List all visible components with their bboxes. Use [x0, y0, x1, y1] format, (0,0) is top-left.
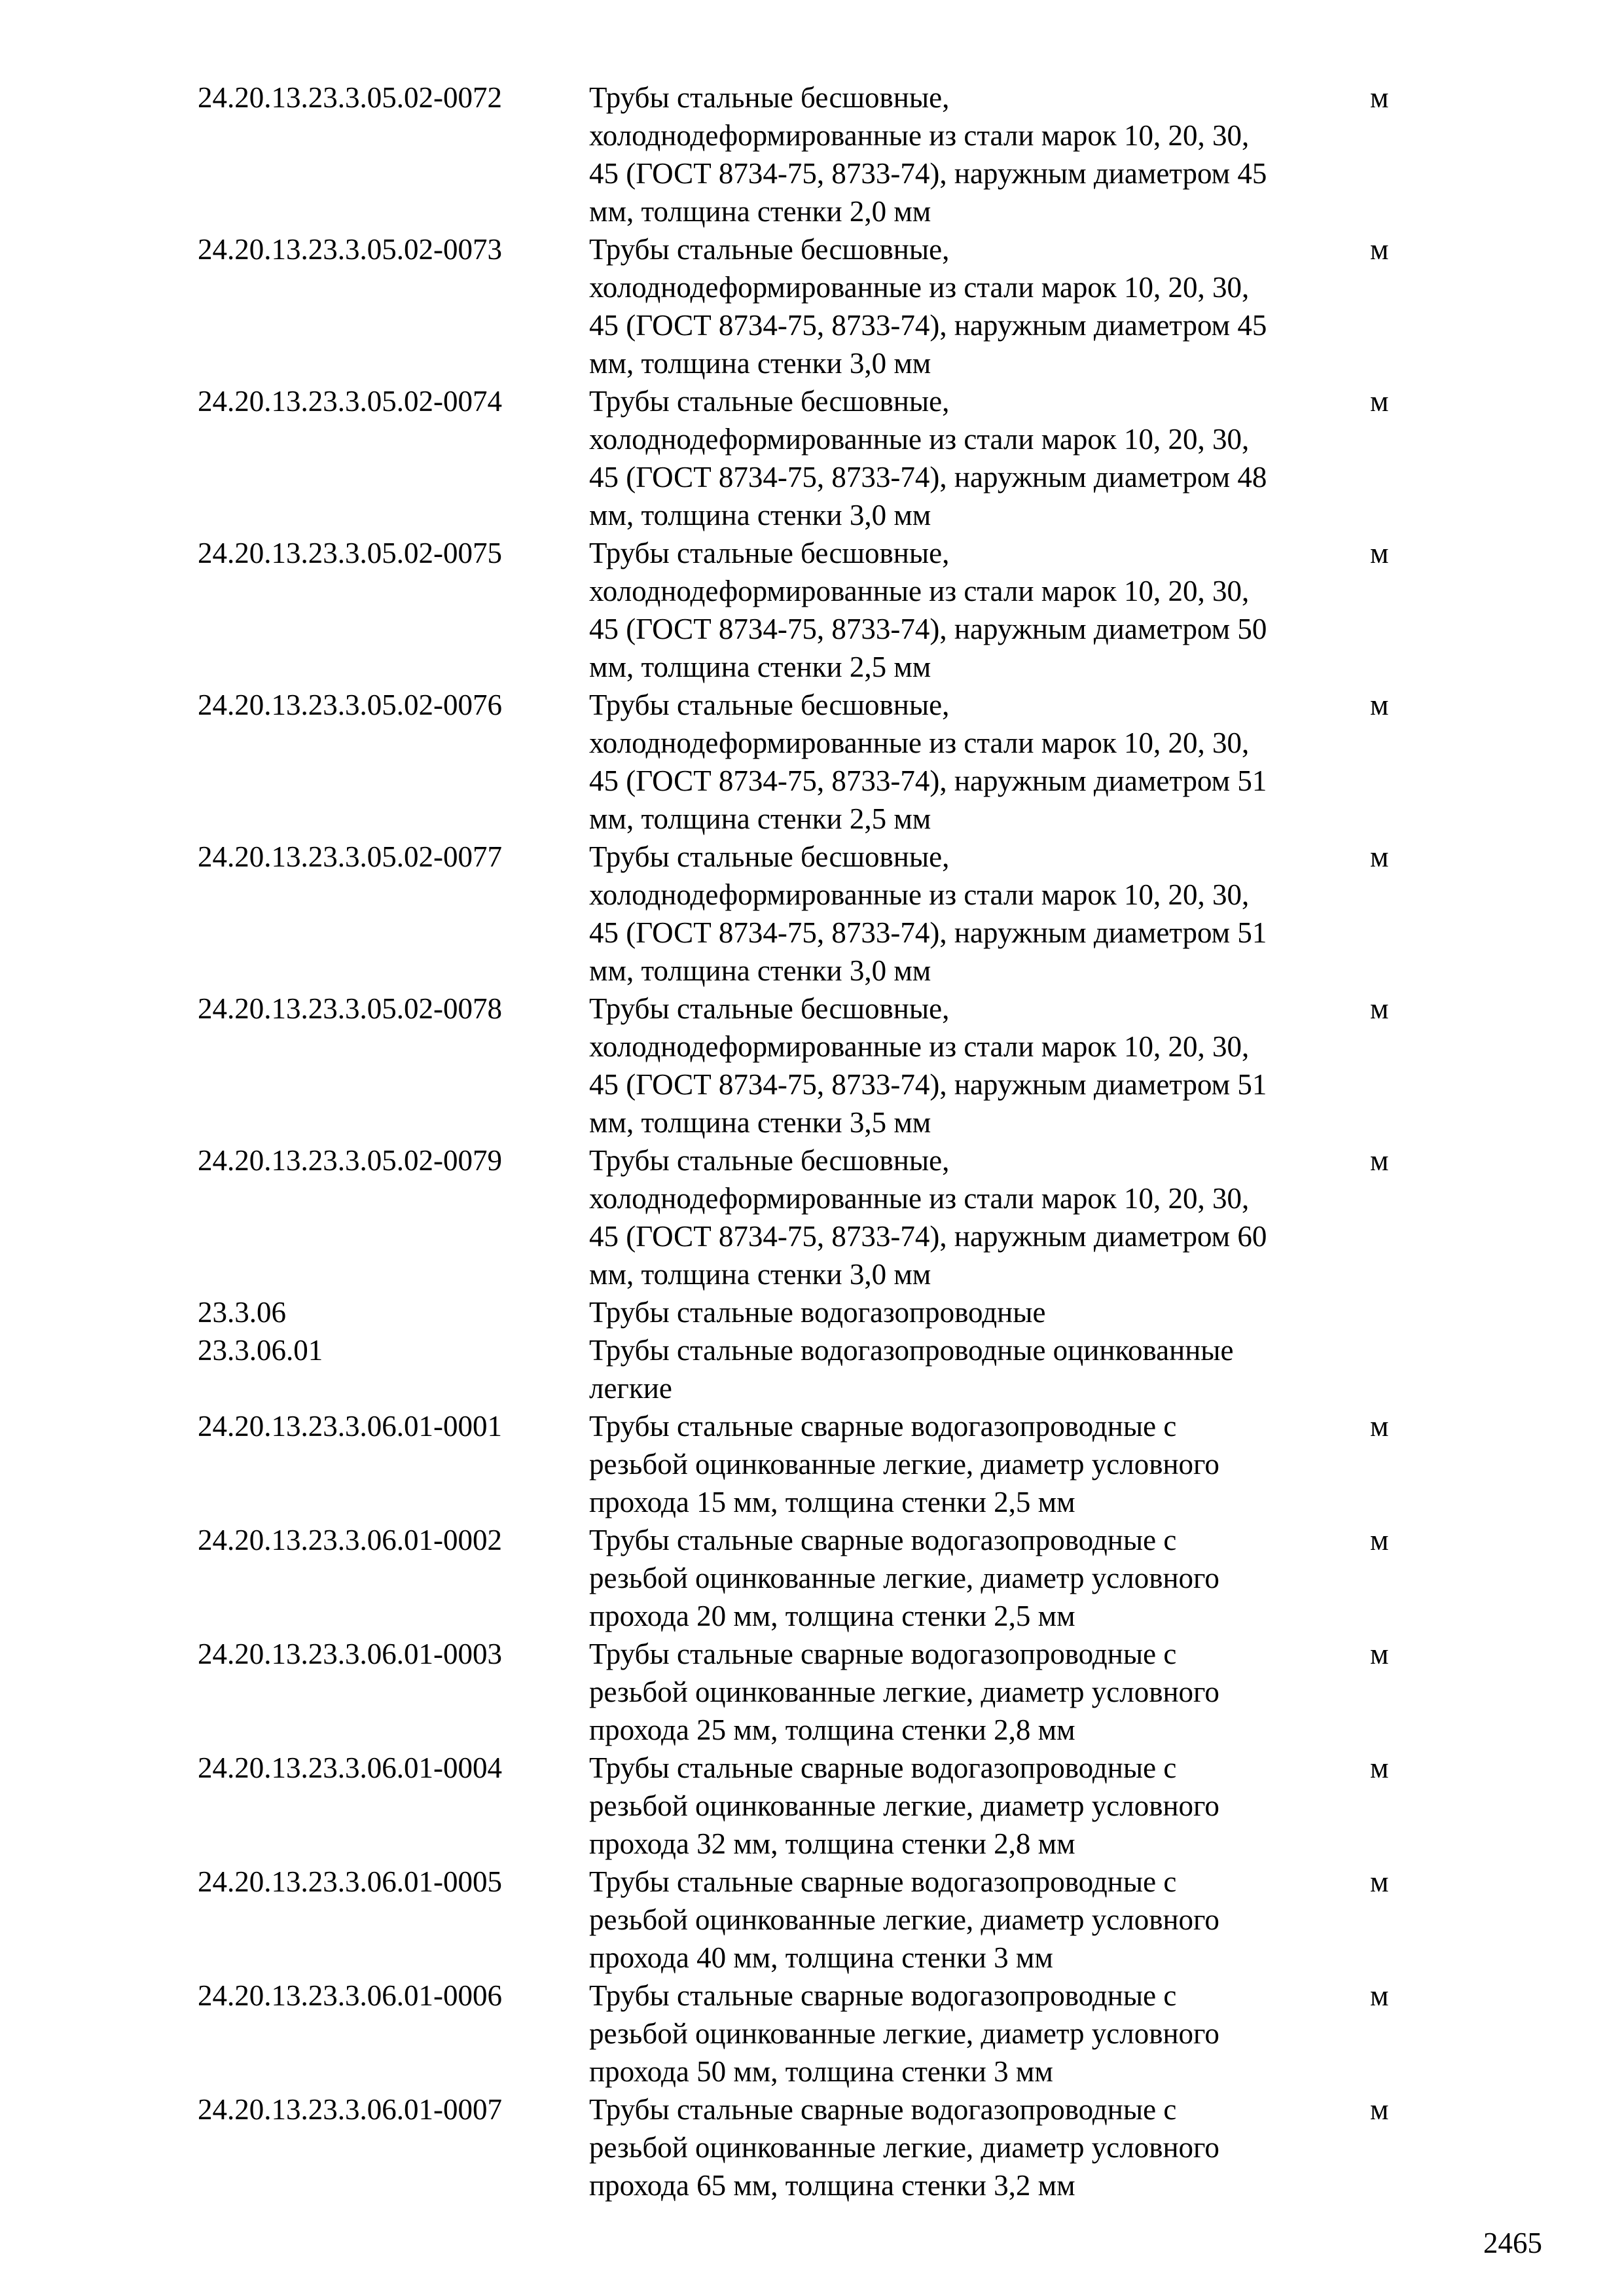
resource-name — [589, 534, 1370, 686]
resource-name-line: холоднодеформированные из стали марок 10, 20, 30, — [589, 1182, 1250, 1215]
resource-name-line: холоднодеформированные из стали марок 10, 20, 30, — [589, 726, 1250, 759]
resource-name-line: холоднодеформированные из стали марок 10, 20, 30, — [589, 119, 1250, 152]
resource-code: 24.20.13.23.3.06.01-0004 — [198, 1751, 502, 1784]
resource-name-line: прохода 50 мм, толщина стенки 3 мм — [589, 2055, 1053, 2088]
resource-name-line: мм, толщина стенки 2,5 мм — [589, 802, 931, 835]
resource-name-line: холоднодеформированные из стали марок 10, 20, 30, — [589, 271, 1250, 304]
table-row — [0, 1863, 1624, 1977]
resource-name-line: прохода 15 мм, толщина стенки 2,5 мм — [589, 1486, 1075, 1518]
resource-code: 23.3.06.01 — [198, 1334, 323, 1367]
resource-name-line: Трубы стальные сварные водогазопроводные с — [589, 1865, 1177, 1898]
resource-name-line: Трубы стальные сварные водогазопроводные с — [589, 1638, 1177, 1670]
table-row — [0, 686, 1624, 838]
resource-name-line: Трубы стальные бесшовные, — [589, 537, 950, 569]
resource-table — [0, 79, 1624, 2204]
table-row — [0, 79, 1624, 230]
resource-name — [589, 1749, 1370, 1863]
unit-of-measure — [1370, 1293, 1501, 1331]
resource-name-line: 45 (ГОСТ 8734-75, 8733-74), наружным диаметром 51 — [589, 764, 1267, 797]
resource-name-line: резьбой оцинкованные легкие, диаметр условного — [589, 1448, 1219, 1480]
resource-name — [589, 1521, 1370, 1635]
resource-name-line: Трубы стальные сварные водогазопроводные с — [589, 1751, 1177, 1784]
resource-name-line: резьбой оцинкованные легкие, диаметр условного — [589, 2017, 1219, 2050]
resource-name — [589, 686, 1370, 838]
resource-name-line: Трубы стальные водогазопроводные оцинкованные — [589, 1334, 1234, 1367]
table-row — [0, 382, 1624, 534]
resource-code: 24.20.13.23.3.05.02-0079 — [198, 1144, 502, 1177]
resource-name-line: холоднодеформированные из стали марок 10, 20, 30, — [589, 878, 1250, 911]
resource-name-line: мм, толщина стенки 2,5 мм — [589, 651, 931, 683]
unit-of-measure: м — [1370, 81, 1389, 114]
resource-name — [589, 1635, 1370, 1749]
resource-name-line: 45 (ГОСТ 8734-75, 8733-74), наружным диаметром 48 — [589, 461, 1267, 493]
resource-code: 24.20.13.23.3.06.01-0003 — [198, 1638, 502, 1670]
page-number: 2465 — [1483, 2227, 1542, 2259]
resource-name-line: Трубы стальные бесшовные, — [589, 233, 950, 266]
resource-name — [589, 230, 1370, 382]
resource-name-line: 45 (ГОСТ 8734-75, 8733-74), наружным диаметром 45 — [589, 309, 1267, 342]
resource-name — [589, 838, 1370, 990]
resource-name-line: мм, толщина стенки 3,5 мм — [589, 1106, 931, 1139]
resource-name-line: холоднодеформированные из стали марок 10, 20, 30, — [589, 1030, 1250, 1063]
resource-name-line: Трубы стальные сварные водогазопроводные с — [589, 1410, 1177, 1443]
unit-of-measure: м — [1370, 233, 1389, 266]
resource-name-line: прохода 40 мм, толщина стенки 3 мм — [589, 1941, 1053, 1974]
resource-name — [589, 990, 1370, 1141]
resource-name-line: Трубы стальные водогазопроводные — [589, 1296, 1046, 1329]
table-row — [0, 1407, 1624, 1521]
resource-name-line: легкие — [589, 1372, 672, 1405]
resource-code: 24.20.13.23.3.06.01-0002 — [198, 1524, 502, 1556]
resource-name — [589, 382, 1370, 534]
unit-of-measure: м — [1370, 537, 1389, 569]
resource-name — [589, 79, 1370, 230]
resource-name-line: Трубы стальные сварные водогазопроводные с — [589, 1979, 1177, 2012]
resource-code: 24.20.13.23.3.06.01-0005 — [198, 1865, 502, 1898]
table-row — [0, 990, 1624, 1141]
resource-code: 23.3.06 — [198, 1296, 286, 1329]
resource-name-line: 45 (ГОСТ 8734-75, 8733-74), наружным диаметром 51 — [589, 1068, 1267, 1101]
unit-of-measure — [1370, 1331, 1501, 1407]
resource-name-line: Трубы стальные сварные водогазопроводные с — [589, 1524, 1177, 1556]
resource-name — [589, 1293, 1370, 1331]
resource-name-line: Трубы стальные бесшовные, — [589, 385, 950, 418]
unit-of-measure: м — [1370, 992, 1389, 1025]
unit-of-measure: м — [1370, 1524, 1389, 1556]
table-row — [0, 1293, 1624, 1331]
resource-name — [589, 1407, 1370, 1521]
resource-code: 24.20.13.23.3.06.01-0006 — [198, 1979, 502, 2012]
resource-name-line: Трубы стальные сварные водогазопроводные с — [589, 2093, 1177, 2126]
unit-of-measure: м — [1370, 1751, 1389, 1784]
table-row — [0, 1521, 1624, 1635]
resource-name-line: резьбой оцинкованные легкие, диаметр условного — [589, 1562, 1219, 1594]
table-row — [0, 1331, 1624, 1407]
resource-name-line: мм, толщина стенки 3,0 мм — [589, 954, 931, 987]
resource-code: 24.20.13.23.3.05.02-0073 — [198, 233, 502, 266]
table-row — [0, 2090, 1624, 2204]
resource-name-line: Трубы стальные бесшовные, — [589, 81, 950, 114]
unit-of-measure: м — [1370, 689, 1389, 721]
resource-name-line: холоднодеформированные из стали марок 10, 20, 30, — [589, 575, 1250, 607]
resource-name-line: мм, толщина стенки 3,0 мм — [589, 499, 931, 531]
unit-of-measure: м — [1370, 1865, 1389, 1898]
resource-name — [589, 1977, 1370, 2090]
resource-name-line: Трубы стальные бесшовные, — [589, 992, 950, 1025]
resource-name-line: 45 (ГОСТ 8734-75, 8733-74), наружным диаметром 60 — [589, 1220, 1267, 1253]
resource-name-line: резьбой оцинкованные легкие, диаметр условного — [589, 1676, 1219, 1708]
resource-name — [589, 1863, 1370, 1977]
resource-name-line: резьбой оцинкованные легкие, диаметр условного — [589, 1903, 1219, 1936]
resource-name-line: прохода 20 мм, толщина стенки 2,5 мм — [589, 1600, 1075, 1632]
resource-code: 24.20.13.23.3.05.02-0078 — [198, 992, 502, 1025]
resource-name-line: прохода 25 мм, толщина стенки 2,8 мм — [589, 1713, 1075, 1746]
resource-name-line: мм, толщина стенки 3,0 мм — [589, 1258, 931, 1291]
unit-of-measure: м — [1370, 385, 1389, 418]
resource-name-line: мм, толщина стенки 3,0 мм — [589, 347, 931, 380]
table-row — [0, 838, 1624, 990]
resource-name-line: прохода 65 мм, толщина стенки 3,2 мм — [589, 2169, 1075, 2202]
unit-of-measure: м — [1370, 1979, 1389, 2012]
table-row — [0, 1141, 1624, 1293]
unit-of-measure: м — [1370, 1144, 1389, 1177]
unit-of-measure: м — [1370, 1410, 1389, 1443]
resource-code: 24.20.13.23.3.06.01-0007 — [198, 2093, 502, 2126]
resource-name-line: резьбой оцинкованные легкие, диаметр условного — [589, 2131, 1219, 2164]
resource-name — [589, 1331, 1370, 1407]
table-row — [0, 1749, 1624, 1863]
resource-name-line: прохода 32 мм, толщина стенки 2,8 мм — [589, 1827, 1075, 1860]
unit-of-measure: м — [1370, 2093, 1389, 2126]
resource-name-line: 45 (ГОСТ 8734-75, 8733-74), наружным диаметром 45 — [589, 157, 1267, 190]
unit-of-measure: м — [1370, 1638, 1389, 1670]
table-row — [0, 230, 1624, 382]
table-row — [0, 1977, 1624, 2090]
resource-name-line: холоднодеформированные из стали марок 10, 20, 30, — [589, 423, 1250, 456]
resource-name-line: 45 (ГОСТ 8734-75, 8733-74), наружным диаметром 51 — [589, 916, 1267, 949]
resource-name-line: Трубы стальные бесшовные, — [589, 689, 950, 721]
resource-name-line: резьбой оцинкованные легкие, диаметр условного — [589, 1789, 1219, 1822]
table-row — [0, 1635, 1624, 1749]
resource-code: 24.20.13.23.3.05.02-0074 — [198, 385, 502, 418]
table-row — [0, 534, 1624, 686]
resource-code: 24.20.13.23.3.05.02-0076 — [198, 689, 502, 721]
resource-code: 24.20.13.23.3.05.02-0077 — [198, 840, 502, 873]
unit-of-measure: м — [1370, 840, 1389, 873]
resource-code: 24.20.13.23.3.05.02-0075 — [198, 537, 502, 569]
resource-name — [589, 2090, 1370, 2204]
resource-name-line: мм, толщина стенки 2,0 мм — [589, 195, 931, 228]
resource-name-line: 45 (ГОСТ 8734-75, 8733-74), наружным диаметром 50 — [589, 613, 1267, 645]
resource-name — [589, 1141, 1370, 1293]
resource-name-line: Трубы стальные бесшовные, — [589, 1144, 950, 1177]
resource-name-line: Трубы стальные бесшовные, — [589, 840, 950, 873]
resource-code: 24.20.13.23.3.05.02-0072 — [198, 81, 502, 114]
resource-code: 24.20.13.23.3.06.01-0001 — [198, 1410, 502, 1443]
